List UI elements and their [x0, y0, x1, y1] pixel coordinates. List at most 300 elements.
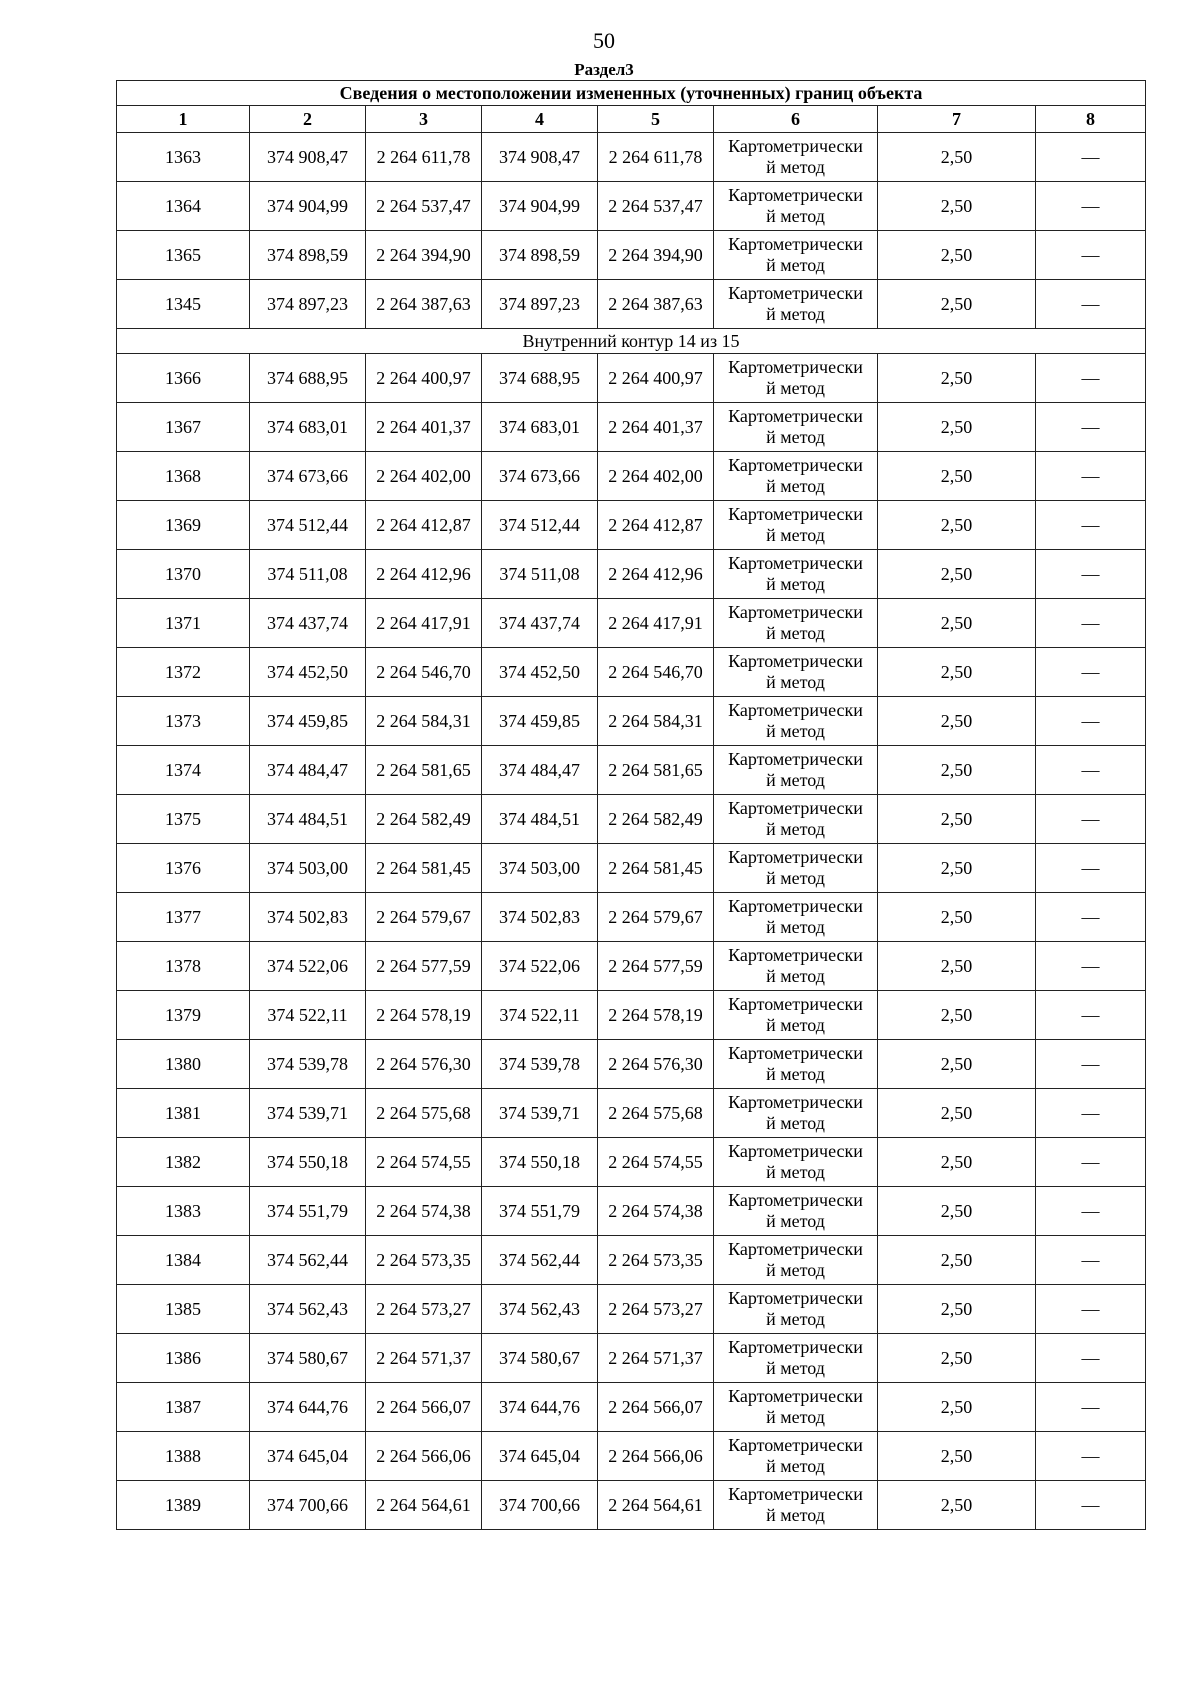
refined-x-cell: 374 484,51 [482, 795, 598, 844]
existing-y-cell: 2 264 578,19 [366, 991, 482, 1040]
table-row [117, 550, 1146, 599]
table-row [117, 648, 1146, 697]
description-cell: — [1036, 231, 1146, 280]
description-cell: — [1036, 1040, 1146, 1089]
point-number-cell: 1385 [117, 1285, 250, 1334]
table-row [117, 1089, 1146, 1138]
method-cell [714, 1040, 878, 1089]
existing-y-cell: 2 264 537,47 [366, 182, 482, 231]
method-cell [714, 133, 878, 182]
accuracy-cell: 2,50 [878, 550, 1036, 599]
point-number-cell: 1369 [117, 501, 250, 550]
point-number-cell: 1388 [117, 1432, 250, 1481]
method-line: Картометрически [728, 602, 863, 622]
method-cell [714, 1481, 878, 1530]
column-header: 4 [482, 106, 598, 133]
existing-y-cell: 2 264 584,31 [366, 697, 482, 746]
accuracy-cell: 2,50 [878, 942, 1036, 991]
existing-x-cell: 374 904,99 [250, 182, 366, 231]
method-cell [714, 1334, 878, 1383]
table-row [117, 746, 1146, 795]
table-row [117, 1187, 1146, 1236]
existing-y-cell: 2 264 579,67 [366, 893, 482, 942]
refined-x-cell: 374 688,95 [482, 354, 598, 403]
refined-y-cell: 2 264 611,78 [598, 133, 714, 182]
accuracy-cell: 2,50 [878, 403, 1036, 452]
refined-y-cell: 2 264 566,07 [598, 1383, 714, 1432]
refined-x-cell: 374 898,59 [482, 231, 598, 280]
table-row [117, 1236, 1146, 1285]
existing-x-cell: 374 512,44 [250, 501, 366, 550]
refined-y-cell: 2 264 573,27 [598, 1285, 714, 1334]
accuracy-cell: 2,50 [878, 1334, 1036, 1383]
table-row [117, 1334, 1146, 1383]
accuracy-cell: 2,50 [878, 1383, 1036, 1432]
table-row [117, 599, 1146, 648]
method-line: Картометрически [728, 234, 863, 254]
description-cell: — [1036, 991, 1146, 1040]
refined-y-cell: 2 264 578,19 [598, 991, 714, 1040]
refined-y-cell: 2 264 581,45 [598, 844, 714, 893]
method-line: Картометрически [728, 994, 863, 1014]
method-line: Картометрически [728, 798, 863, 818]
method-line: Картометрически [728, 945, 863, 965]
description-cell: — [1036, 1432, 1146, 1481]
column-header: 7 [878, 106, 1036, 133]
refined-x-cell: 374 644,76 [482, 1383, 598, 1432]
description-cell: — [1036, 599, 1146, 648]
existing-x-cell: 374 562,44 [250, 1236, 366, 1285]
refined-x-cell: 374 539,78 [482, 1040, 598, 1089]
table-caption: Сведения о местоположении измененных (уточненных) границ объекта [117, 81, 1146, 106]
method-line: й метод [766, 1456, 825, 1476]
description-cell: — [1036, 1383, 1146, 1432]
refined-x-cell: 374 502,83 [482, 893, 598, 942]
method-line: Картометрически [728, 283, 863, 303]
existing-x-cell: 374 644,76 [250, 1383, 366, 1432]
existing-x-cell: 374 539,78 [250, 1040, 366, 1089]
point-number-cell: 1373 [117, 697, 250, 746]
existing-x-cell: 374 522,06 [250, 942, 366, 991]
point-number-cell: 1363 [117, 133, 250, 182]
method-cell [714, 182, 878, 231]
table-row [117, 844, 1146, 893]
method-line: й метод [766, 966, 825, 986]
accuracy-cell: 2,50 [878, 354, 1036, 403]
method-cell [714, 1089, 878, 1138]
existing-y-cell: 2 264 402,00 [366, 452, 482, 501]
table-row [117, 231, 1146, 280]
table-row [117, 452, 1146, 501]
method-line: й метод [766, 1309, 825, 1329]
table-row [117, 991, 1146, 1040]
existing-y-cell: 2 264 582,49 [366, 795, 482, 844]
existing-y-cell: 2 264 412,87 [366, 501, 482, 550]
existing-y-cell: 2 264 571,37 [366, 1334, 482, 1383]
existing-x-cell: 374 550,18 [250, 1138, 366, 1187]
table-row [117, 893, 1146, 942]
method-line: й метод [766, 157, 825, 177]
description-cell: — [1036, 1089, 1146, 1138]
description-cell: — [1036, 403, 1146, 452]
method-cell [714, 942, 878, 991]
description-cell: — [1036, 942, 1146, 991]
accuracy-cell: 2,50 [878, 280, 1036, 329]
existing-y-cell: 2 264 412,96 [366, 550, 482, 599]
table-row [117, 501, 1146, 550]
refined-y-cell: 2 264 412,96 [598, 550, 714, 599]
point-number-cell: 1384 [117, 1236, 250, 1285]
accuracy-cell: 2,50 [878, 1040, 1036, 1089]
point-number-cell: 1371 [117, 599, 250, 648]
method-line: й метод [766, 304, 825, 324]
refined-y-cell: 2 264 394,90 [598, 231, 714, 280]
refined-y-cell: 2 264 579,67 [598, 893, 714, 942]
contour-label: Внутренний контур 14 из 15 [117, 329, 1146, 354]
table-row [117, 795, 1146, 844]
refined-x-cell: 374 562,43 [482, 1285, 598, 1334]
existing-y-cell: 2 264 581,45 [366, 844, 482, 893]
method-line: й метод [766, 819, 825, 839]
method-cell [714, 452, 878, 501]
description-cell: — [1036, 844, 1146, 893]
column-header: 6 [714, 106, 878, 133]
table-row [117, 942, 1146, 991]
table-row [117, 1432, 1146, 1481]
column-header: 5 [598, 106, 714, 133]
method-line: й метод [766, 623, 825, 643]
existing-y-cell: 2 264 575,68 [366, 1089, 482, 1138]
existing-x-cell: 374 897,23 [250, 280, 366, 329]
method-line: й метод [766, 525, 825, 545]
refined-x-cell: 374 562,44 [482, 1236, 598, 1285]
refined-x-cell: 374 459,85 [482, 697, 598, 746]
method-line: Картометрически [728, 1337, 863, 1357]
refined-x-cell: 374 503,00 [482, 844, 598, 893]
description-cell: — [1036, 1334, 1146, 1383]
method-line: й метод [766, 1407, 825, 1427]
accuracy-cell: 2,50 [878, 231, 1036, 280]
refined-x-cell: 374 551,79 [482, 1187, 598, 1236]
contour-label-row [117, 329, 1146, 354]
existing-x-cell: 374 437,74 [250, 599, 366, 648]
column-header: 2 [250, 106, 366, 133]
existing-y-cell: 2 264 577,59 [366, 942, 482, 991]
method-line: й метод [766, 1505, 825, 1525]
point-number-cell: 1372 [117, 648, 250, 697]
accuracy-cell: 2,50 [878, 599, 1036, 648]
method-cell [714, 697, 878, 746]
refined-y-cell: 2 264 575,68 [598, 1089, 714, 1138]
description-cell: — [1036, 795, 1146, 844]
column-header-row [117, 106, 1146, 133]
accuracy-cell: 2,50 [878, 746, 1036, 795]
refined-y-cell: 2 264 564,61 [598, 1481, 714, 1530]
accuracy-cell: 2,50 [878, 844, 1036, 893]
existing-y-cell: 2 264 581,65 [366, 746, 482, 795]
refined-x-cell: 374 452,50 [482, 648, 598, 697]
existing-x-cell: 374 580,67 [250, 1334, 366, 1383]
method-line: й метод [766, 770, 825, 790]
page-number: 50 [593, 28, 615, 53]
existing-x-cell: 374 522,11 [250, 991, 366, 1040]
refined-x-cell: 374 522,11 [482, 991, 598, 1040]
method-line: Картометрически [728, 1435, 863, 1455]
point-number-cell: 1383 [117, 1187, 250, 1236]
refined-x-cell: 374 522,06 [482, 942, 598, 991]
method-line: Картометрически [728, 136, 863, 156]
coordinates-table [116, 80, 1146, 1530]
existing-x-cell: 374 511,08 [250, 550, 366, 599]
existing-y-cell: 2 264 417,91 [366, 599, 482, 648]
existing-y-cell: 2 264 566,06 [366, 1432, 482, 1481]
method-line: й метод [766, 672, 825, 692]
existing-x-cell: 374 551,79 [250, 1187, 366, 1236]
existing-y-cell: 2 264 573,27 [366, 1285, 482, 1334]
table-row [117, 182, 1146, 231]
existing-y-cell: 2 264 576,30 [366, 1040, 482, 1089]
method-line: Картометрически [728, 1386, 863, 1406]
table-row [117, 697, 1146, 746]
refined-y-cell: 2 264 576,30 [598, 1040, 714, 1089]
point-number-cell: 1374 [117, 746, 250, 795]
method-line: й метод [766, 1015, 825, 1035]
existing-y-cell: 2 264 400,97 [366, 354, 482, 403]
accuracy-cell: 2,50 [878, 991, 1036, 1040]
accuracy-cell: 2,50 [878, 1089, 1036, 1138]
table-row [117, 133, 1146, 182]
refined-x-cell: 374 580,67 [482, 1334, 598, 1383]
method-cell [714, 354, 878, 403]
method-line: й метод [766, 917, 825, 937]
method-cell [714, 280, 878, 329]
accuracy-cell: 2,50 [878, 697, 1036, 746]
existing-x-cell: 374 452,50 [250, 648, 366, 697]
refined-x-cell: 374 673,66 [482, 452, 598, 501]
description-cell: — [1036, 354, 1146, 403]
refined-y-cell: 2 264 401,37 [598, 403, 714, 452]
table-body [117, 133, 1146, 1530]
existing-x-cell: 374 484,47 [250, 746, 366, 795]
point-number-cell: 1386 [117, 1334, 250, 1383]
refined-x-cell: 374 550,18 [482, 1138, 598, 1187]
method-line: Картометрически [728, 847, 863, 867]
point-number-cell: 1364 [117, 182, 250, 231]
description-cell: — [1036, 280, 1146, 329]
method-line: Картометрически [728, 406, 863, 426]
refined-x-cell: 374 897,23 [482, 280, 598, 329]
method-line: Картометрически [728, 1239, 863, 1259]
existing-x-cell: 374 484,51 [250, 795, 366, 844]
method-cell [714, 1285, 878, 1334]
method-cell [714, 550, 878, 599]
method-line: Картометрически [728, 1190, 863, 1210]
existing-y-cell: 2 264 573,35 [366, 1236, 482, 1285]
description-cell: — [1036, 133, 1146, 182]
refined-y-cell: 2 264 402,00 [598, 452, 714, 501]
existing-y-cell: 2 264 611,78 [366, 133, 482, 182]
refined-x-cell: 374 908,47 [482, 133, 598, 182]
accuracy-cell: 2,50 [878, 182, 1036, 231]
existing-y-cell: 2 264 564,61 [366, 1481, 482, 1530]
existing-y-cell: 2 264 394,90 [366, 231, 482, 280]
method-cell [714, 501, 878, 550]
table-row [117, 1285, 1146, 1334]
refined-x-cell: 374 484,47 [482, 746, 598, 795]
method-line: й метод [766, 721, 825, 741]
point-number-cell: 1370 [117, 550, 250, 599]
description-cell: — [1036, 501, 1146, 550]
refined-y-cell: 2 264 582,49 [598, 795, 714, 844]
refined-y-cell: 2 264 584,31 [598, 697, 714, 746]
refined-y-cell: 2 264 571,37 [598, 1334, 714, 1383]
method-line: Картометрически [728, 553, 863, 573]
method-line: Картометрически [728, 651, 863, 671]
description-cell: — [1036, 1285, 1146, 1334]
column-header: 8 [1036, 106, 1146, 133]
accuracy-cell: 2,50 [878, 1187, 1036, 1236]
accuracy-cell: 2,50 [878, 648, 1036, 697]
method-line: й метод [766, 1358, 825, 1378]
accuracy-cell: 2,50 [878, 1285, 1036, 1334]
refined-y-cell: 2 264 577,59 [598, 942, 714, 991]
method-line: й метод [766, 206, 825, 226]
existing-x-cell: 374 908,47 [250, 133, 366, 182]
refined-y-cell: 2 264 412,87 [598, 501, 714, 550]
method-line: й метод [766, 1113, 825, 1133]
accuracy-cell: 2,50 [878, 133, 1036, 182]
existing-y-cell: 2 264 574,55 [366, 1138, 482, 1187]
accuracy-cell: 2,50 [878, 1481, 1036, 1530]
method-line: й метод [766, 476, 825, 496]
column-header: 3 [366, 106, 482, 133]
method-line: Картометрически [728, 1141, 863, 1161]
existing-x-cell: 374 700,66 [250, 1481, 366, 1530]
refined-y-cell: 2 264 546,70 [598, 648, 714, 697]
method-line: Картометрически [728, 1484, 863, 1504]
existing-x-cell: 374 562,43 [250, 1285, 366, 1334]
description-cell: — [1036, 452, 1146, 501]
method-cell [714, 648, 878, 697]
existing-y-cell: 2 264 387,63 [366, 280, 482, 329]
existing-x-cell: 374 539,71 [250, 1089, 366, 1138]
table-row [117, 1138, 1146, 1187]
description-cell: — [1036, 182, 1146, 231]
point-number-cell: 1365 [117, 231, 250, 280]
method-line: Картометрически [728, 749, 863, 769]
point-number-cell: 1366 [117, 354, 250, 403]
point-number-cell: 1378 [117, 942, 250, 991]
refined-y-cell: 2 264 574,55 [598, 1138, 714, 1187]
method-cell [714, 746, 878, 795]
method-cell [714, 403, 878, 452]
table-row [117, 403, 1146, 452]
method-line: Картометрически [728, 896, 863, 916]
section-title: Раздел3 [574, 60, 634, 79]
accuracy-cell: 2,50 [878, 452, 1036, 501]
description-cell: — [1036, 746, 1146, 795]
refined-x-cell: 374 511,08 [482, 550, 598, 599]
point-number-cell: 1345 [117, 280, 250, 329]
point-number-cell: 1387 [117, 1383, 250, 1432]
method-line: й метод [766, 868, 825, 888]
refined-y-cell: 2 264 581,65 [598, 746, 714, 795]
method-line: Картометрически [728, 504, 863, 524]
accuracy-cell: 2,50 [878, 1432, 1036, 1481]
table-row [117, 280, 1146, 329]
accuracy-cell: 2,50 [878, 501, 1036, 550]
existing-y-cell: 2 264 566,07 [366, 1383, 482, 1432]
refined-y-cell: 2 264 400,97 [598, 354, 714, 403]
method-line: й метод [766, 427, 825, 447]
point-number-cell: 1382 [117, 1138, 250, 1187]
description-cell: — [1036, 893, 1146, 942]
column-header: 1 [117, 106, 250, 133]
refined-x-cell: 374 683,01 [482, 403, 598, 452]
existing-y-cell: 2 264 546,70 [366, 648, 482, 697]
point-number-cell: 1389 [117, 1481, 250, 1530]
refined-y-cell: 2 264 537,47 [598, 182, 714, 231]
method-cell [714, 795, 878, 844]
refined-y-cell: 2 264 417,91 [598, 599, 714, 648]
existing-x-cell: 374 459,85 [250, 697, 366, 746]
table-row [117, 1383, 1146, 1432]
method-line: Картометрически [728, 1043, 863, 1063]
existing-x-cell: 374 898,59 [250, 231, 366, 280]
method-line: Картометрически [728, 1092, 863, 1112]
accuracy-cell: 2,50 [878, 1138, 1036, 1187]
method-line: й метод [766, 1260, 825, 1280]
method-line: й метод [766, 1211, 825, 1231]
method-line: й метод [766, 574, 825, 594]
refined-y-cell: 2 264 566,06 [598, 1432, 714, 1481]
method-cell [714, 1236, 878, 1285]
point-number-cell: 1381 [117, 1089, 250, 1138]
description-cell: — [1036, 648, 1146, 697]
point-number-cell: 1376 [117, 844, 250, 893]
accuracy-cell: 2,50 [878, 893, 1036, 942]
method-line: й метод [766, 1064, 825, 1084]
method-cell [714, 231, 878, 280]
method-cell [714, 844, 878, 893]
description-cell: — [1036, 1236, 1146, 1285]
point-number-cell: 1375 [117, 795, 250, 844]
method-line: Картометрически [728, 357, 863, 377]
table-row [117, 1040, 1146, 1089]
method-line: Картометрически [728, 700, 863, 720]
refined-y-cell: 2 264 387,63 [598, 280, 714, 329]
table-caption-row [117, 81, 1146, 106]
refined-y-cell: 2 264 574,38 [598, 1187, 714, 1236]
method-line: й метод [766, 1162, 825, 1182]
existing-x-cell: 374 645,04 [250, 1432, 366, 1481]
refined-x-cell: 374 512,44 [482, 501, 598, 550]
refined-x-cell: 374 645,04 [482, 1432, 598, 1481]
method-cell [714, 991, 878, 1040]
method-cell [714, 1187, 878, 1236]
description-cell: — [1036, 550, 1146, 599]
method-line: й метод [766, 255, 825, 275]
existing-y-cell: 2 264 401,37 [366, 403, 482, 452]
accuracy-cell: 2,50 [878, 795, 1036, 844]
method-cell [714, 1383, 878, 1432]
point-number-cell: 1379 [117, 991, 250, 1040]
refined-y-cell: 2 264 573,35 [598, 1236, 714, 1285]
method-line: Картометрически [728, 455, 863, 475]
description-cell: — [1036, 1481, 1146, 1530]
existing-x-cell: 374 673,66 [250, 452, 366, 501]
point-number-cell: 1368 [117, 452, 250, 501]
